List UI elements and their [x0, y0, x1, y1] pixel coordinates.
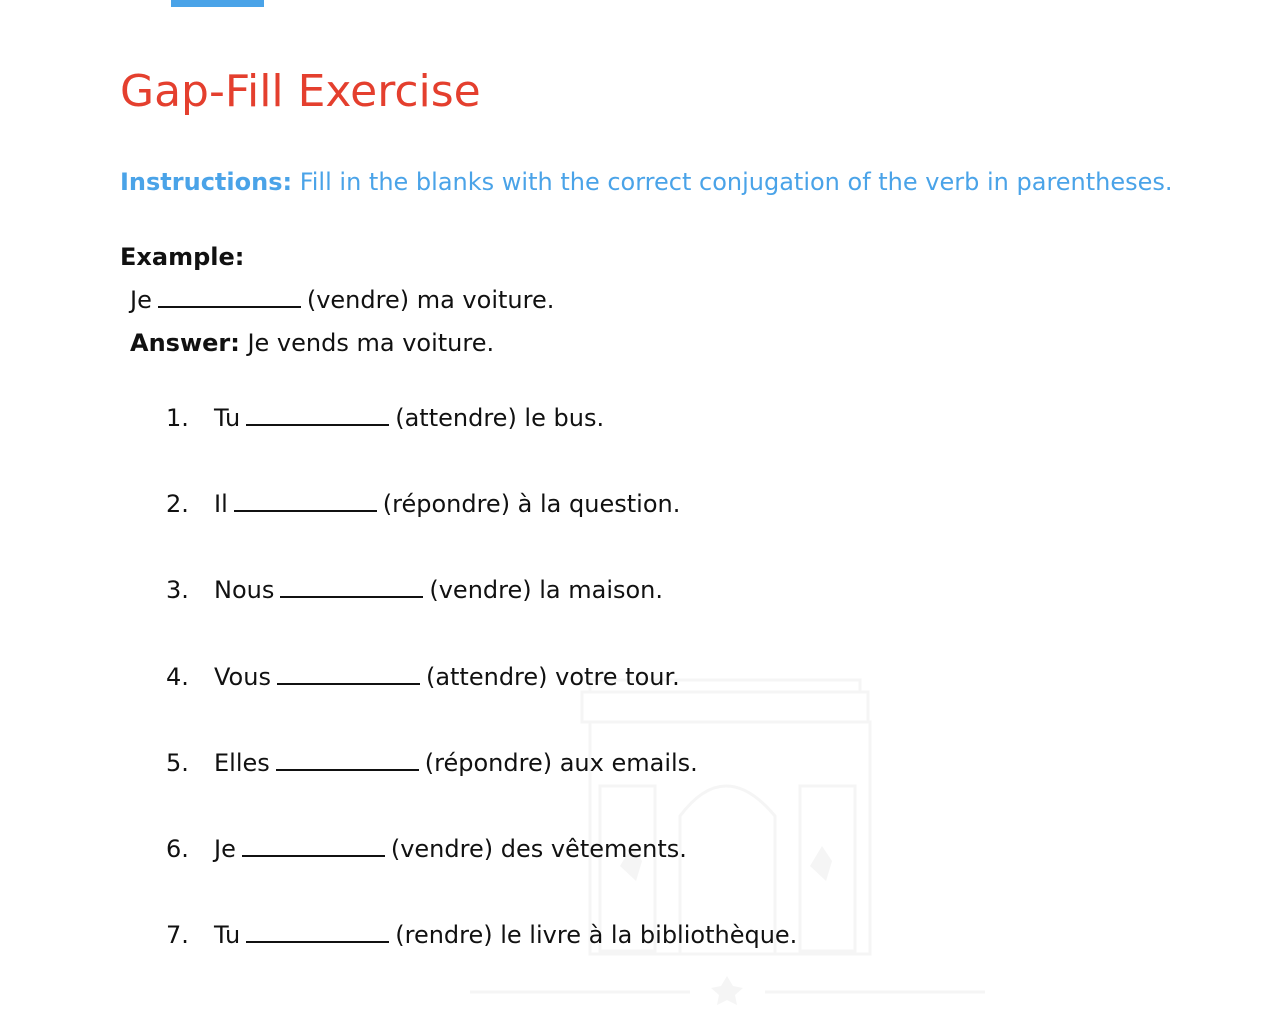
- item-number: 3.: [166, 576, 189, 605]
- list-item: [166, 572, 797, 658]
- list-item: [166, 659, 797, 745]
- instructions: [120, 165, 1173, 199]
- list-item: [166, 917, 797, 1003]
- blank-field[interactable]: [242, 831, 385, 857]
- item-subject: Elles: [214, 748, 270, 777]
- list-item: [166, 831, 797, 917]
- item-verb-rest: (attendre) le bus.: [395, 404, 605, 432]
- top-tab-indicator: [171, 0, 264, 7]
- example-heading: Example:: [120, 243, 245, 271]
- item-verb-rest: (rendre) le livre à la bibliothèque.: [395, 921, 798, 950]
- answer-text: Je vends ma voiture.: [239, 329, 495, 357]
- item-subject: Vous: [214, 662, 271, 691]
- instructions-text: Fill in the blanks with the correct conjugation of the verb in parentheses.: [292, 168, 1173, 196]
- item-verb-rest: (répondre) aux emails.: [424, 748, 698, 777]
- item-subject: Il: [214, 490, 228, 519]
- blank-field[interactable]: [276, 745, 419, 771]
- answer-label: Answer:: [130, 329, 240, 357]
- item-subject: Tu: [214, 404, 241, 432]
- blank-field[interactable]: [277, 659, 420, 685]
- blank-field[interactable]: [246, 917, 389, 943]
- item-number: 5.: [166, 748, 189, 777]
- exercise-list: [166, 400, 797, 1003]
- example-answer: [130, 326, 494, 360]
- item-verb-rest: (vendre) des vêtements.: [390, 834, 687, 863]
- example-sentence: [130, 282, 554, 317]
- blank-field[interactable]: [246, 400, 389, 426]
- item-subject: Tu: [214, 921, 241, 950]
- instructions-label: Instructions:: [120, 168, 293, 196]
- list-item: [166, 400, 797, 486]
- example-blank: [158, 282, 301, 308]
- list-item: [166, 486, 797, 572]
- item-subject: Je: [214, 834, 236, 863]
- item-number: 2.: [166, 490, 189, 519]
- item-subject: Nous: [214, 576, 275, 605]
- page-title: Gap-Fill Exercise: [120, 66, 481, 117]
- blank-field[interactable]: [234, 486, 377, 512]
- item-verb-rest: (attendre) votre tour.: [425, 662, 680, 691]
- blank-field[interactable]: [280, 572, 423, 598]
- example-verb-rest: (vendre) ma voiture.: [306, 286, 555, 314]
- item-verb-rest: (vendre) la maison.: [429, 576, 664, 605]
- item-number: 4.: [166, 662, 189, 691]
- item-number: 6.: [166, 834, 189, 863]
- list-item: [166, 745, 797, 831]
- item-verb-rest: (répondre) à la question.: [382, 490, 681, 519]
- item-number: 1.: [166, 404, 189, 432]
- item-number: 7.: [166, 921, 189, 950]
- example-subject: Je: [130, 286, 152, 314]
